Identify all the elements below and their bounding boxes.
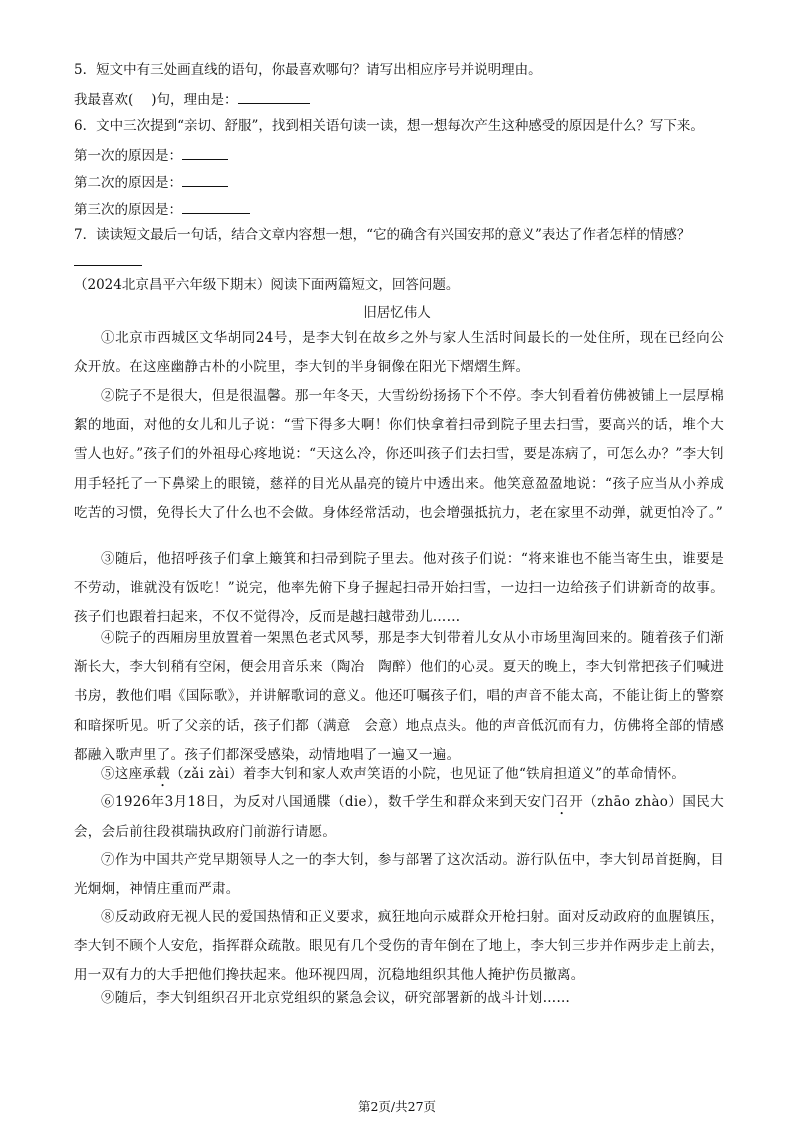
paragraph-8: ⑧反动政府无视人民的爱国热情和正义要求，疯狂地向示威群众开枪扫射。面对反动政府的血腥镇压，李大钊不顾个人安危，指挥群众疏散。眼见有几个受伤的青年倒在了地上，李大钊三步并作两步走上前去，用一双有力的大手把他们搀扶起来。他环视四周，沉稳地组织其他人掩护伤员撤离。 (74, 909, 724, 984)
number-blank[interactable] (133, 90, 151, 104)
paragraph-3: ③随后，他招呼孩子们拿上簸箕和扫帚到院子里去。他对孩子们说：“将来谁也不能当寄生虫，谁要是不劳动，谁就没有饭吃！”说完，他率先俯下身子握起扫帚开始扫雪，一边扫一边给孩子们讲新奇的故事。孩子们也跟着扫起来，不仅不觉得冷，反而是越扫越带劲儿…… (74, 551, 724, 626)
question-6: 6．文中三次提到“亲切、舒服”，找到相关语句读一读，想一想每次产生这种感受的原因是什么？写下来。 (74, 118, 704, 134)
question-5: 5．短文中有三处画直线的语句，你最喜欢哪句？请写出相应序号并说明理由。 (74, 62, 542, 78)
question-7: 7．读读短文最后一句话，结合文章内容想一想，“它的确含有兴国安邦的意义”表达了作者怎样的情感？ (74, 227, 691, 243)
p6-dotted-char: 召 (555, 794, 570, 810)
second-reason-label: 第二次的原因是： (74, 175, 182, 191)
question-7-answer-line[interactable] (74, 265, 142, 266)
section-intro: （2024北京昌平六年级下期末）阅读下面两篇短文，回答问题。 (74, 277, 460, 293)
paragraph-9: ⑨随后，李大钊组织召开北京党组织的紧急会议，研究部署新的战斗计划…… (101, 990, 571, 1006)
p5-part-a: ⑤这座承 (101, 766, 157, 782)
question-5-answer-line (74, 89, 310, 109)
paragraph-7: ⑦作为中国共产党早期领导人之一的李大钊，参与部署了这次活动。游行队伍中，李大钊昂首挺胸，目光炯炯，神情庄重而严肃。 (74, 852, 724, 898)
question-6-third (74, 199, 250, 219)
p5-dotted-char: 载 (156, 766, 171, 782)
p6-part-c: 开（zhāo zhào）国民大会，会后前往段祺瑞执政府门前游行请愿。 (74, 794, 724, 840)
paragraph-5 (74, 760, 724, 790)
first-reason-label: 第一次的原因是： (74, 148, 182, 164)
p5-part-c: （zǎi zài）着李大钊和家人欢声笑语的小院，也见证了他“铁肩担道义”的革命情怀。 (170, 766, 686, 782)
question-6-first (74, 145, 228, 165)
article-title: 旧居忆伟人 (363, 305, 431, 321)
second-reason-blank[interactable] (182, 172, 228, 187)
p6-part-a: ⑥1926年3月18日，为反对八国通牒（die），数千学生和群众来到天安门 (101, 794, 556, 810)
page-footer: 第2页/共27页 (357, 1099, 437, 1114)
third-reason-blank[interactable] (182, 199, 250, 214)
first-reason-blank[interactable] (182, 145, 228, 160)
answer-mid: )句，理由是： (151, 92, 238, 108)
paragraph-4: ④院子的西厢房里放置着一架黑色老式风琴，那是李大钊带着儿女从小市场里淘回来的。随着孩子们渐渐长大，李大钊稍有空闲，便会用音乐来（陶冶 陶醉）他们的心灵。夏天的晚上，李大钊常把孩子们喊进书房，教他们唱《国际歌》，并讲解歌词的意义。他还叮嘱孩子们，唱的声音不能太高，不能让街上的警察和暗探听见。听了父亲的话，孩子们都（满意 会意）地点点头。他的声音低沉而有力，仿佛将全部的情感都融入歌声里了。孩子们都深受感染，动情地唱了一遍又一遍。 (74, 630, 724, 763)
question-6-second (74, 172, 228, 192)
answer-prefix: 我最喜欢( (74, 92, 134, 108)
paragraph-2: ②院子不是很大，但是很温馨。那一年冬天，大雪纷纷扬扬下个不停。李大钊看着仿佛被铺上一层厚棉絮的地面，对他的女儿和儿子说：“雪下得多大啊！你们快拿着扫帚到院子里去扫雪，要高兴的话，堆个大雪人也好。”孩子们的外祖母心疼地说：“天这么冷，你还叫孩子们去扫雪，要是冻病了，可怎么办？”李大钊用手轻托了一下鼻梁上的眼镜，慈祥的目光从晶亮的镜片中透出来。他笑意盈盈地说：“孩子应当从小养成吃苦的习惯，免得长大了什么也不会做。身体经常活动，也会增强抵抗力，老在家里不动弹，就更怕冷了。” (74, 388, 724, 521)
paragraph-6 (74, 788, 724, 847)
paragraph-1: ①北京市西城区文华胡同24号，是李大钊在故乡之外与家人生活时间最长的一处住所，现在已经向公众开放。在这座幽静古朴的小院里，李大钊的半身铜像在阳光下熠熠生辉。 (74, 330, 724, 376)
third-reason-label: 第三次的原因是： (74, 202, 182, 218)
reason-blank[interactable] (238, 89, 310, 104)
